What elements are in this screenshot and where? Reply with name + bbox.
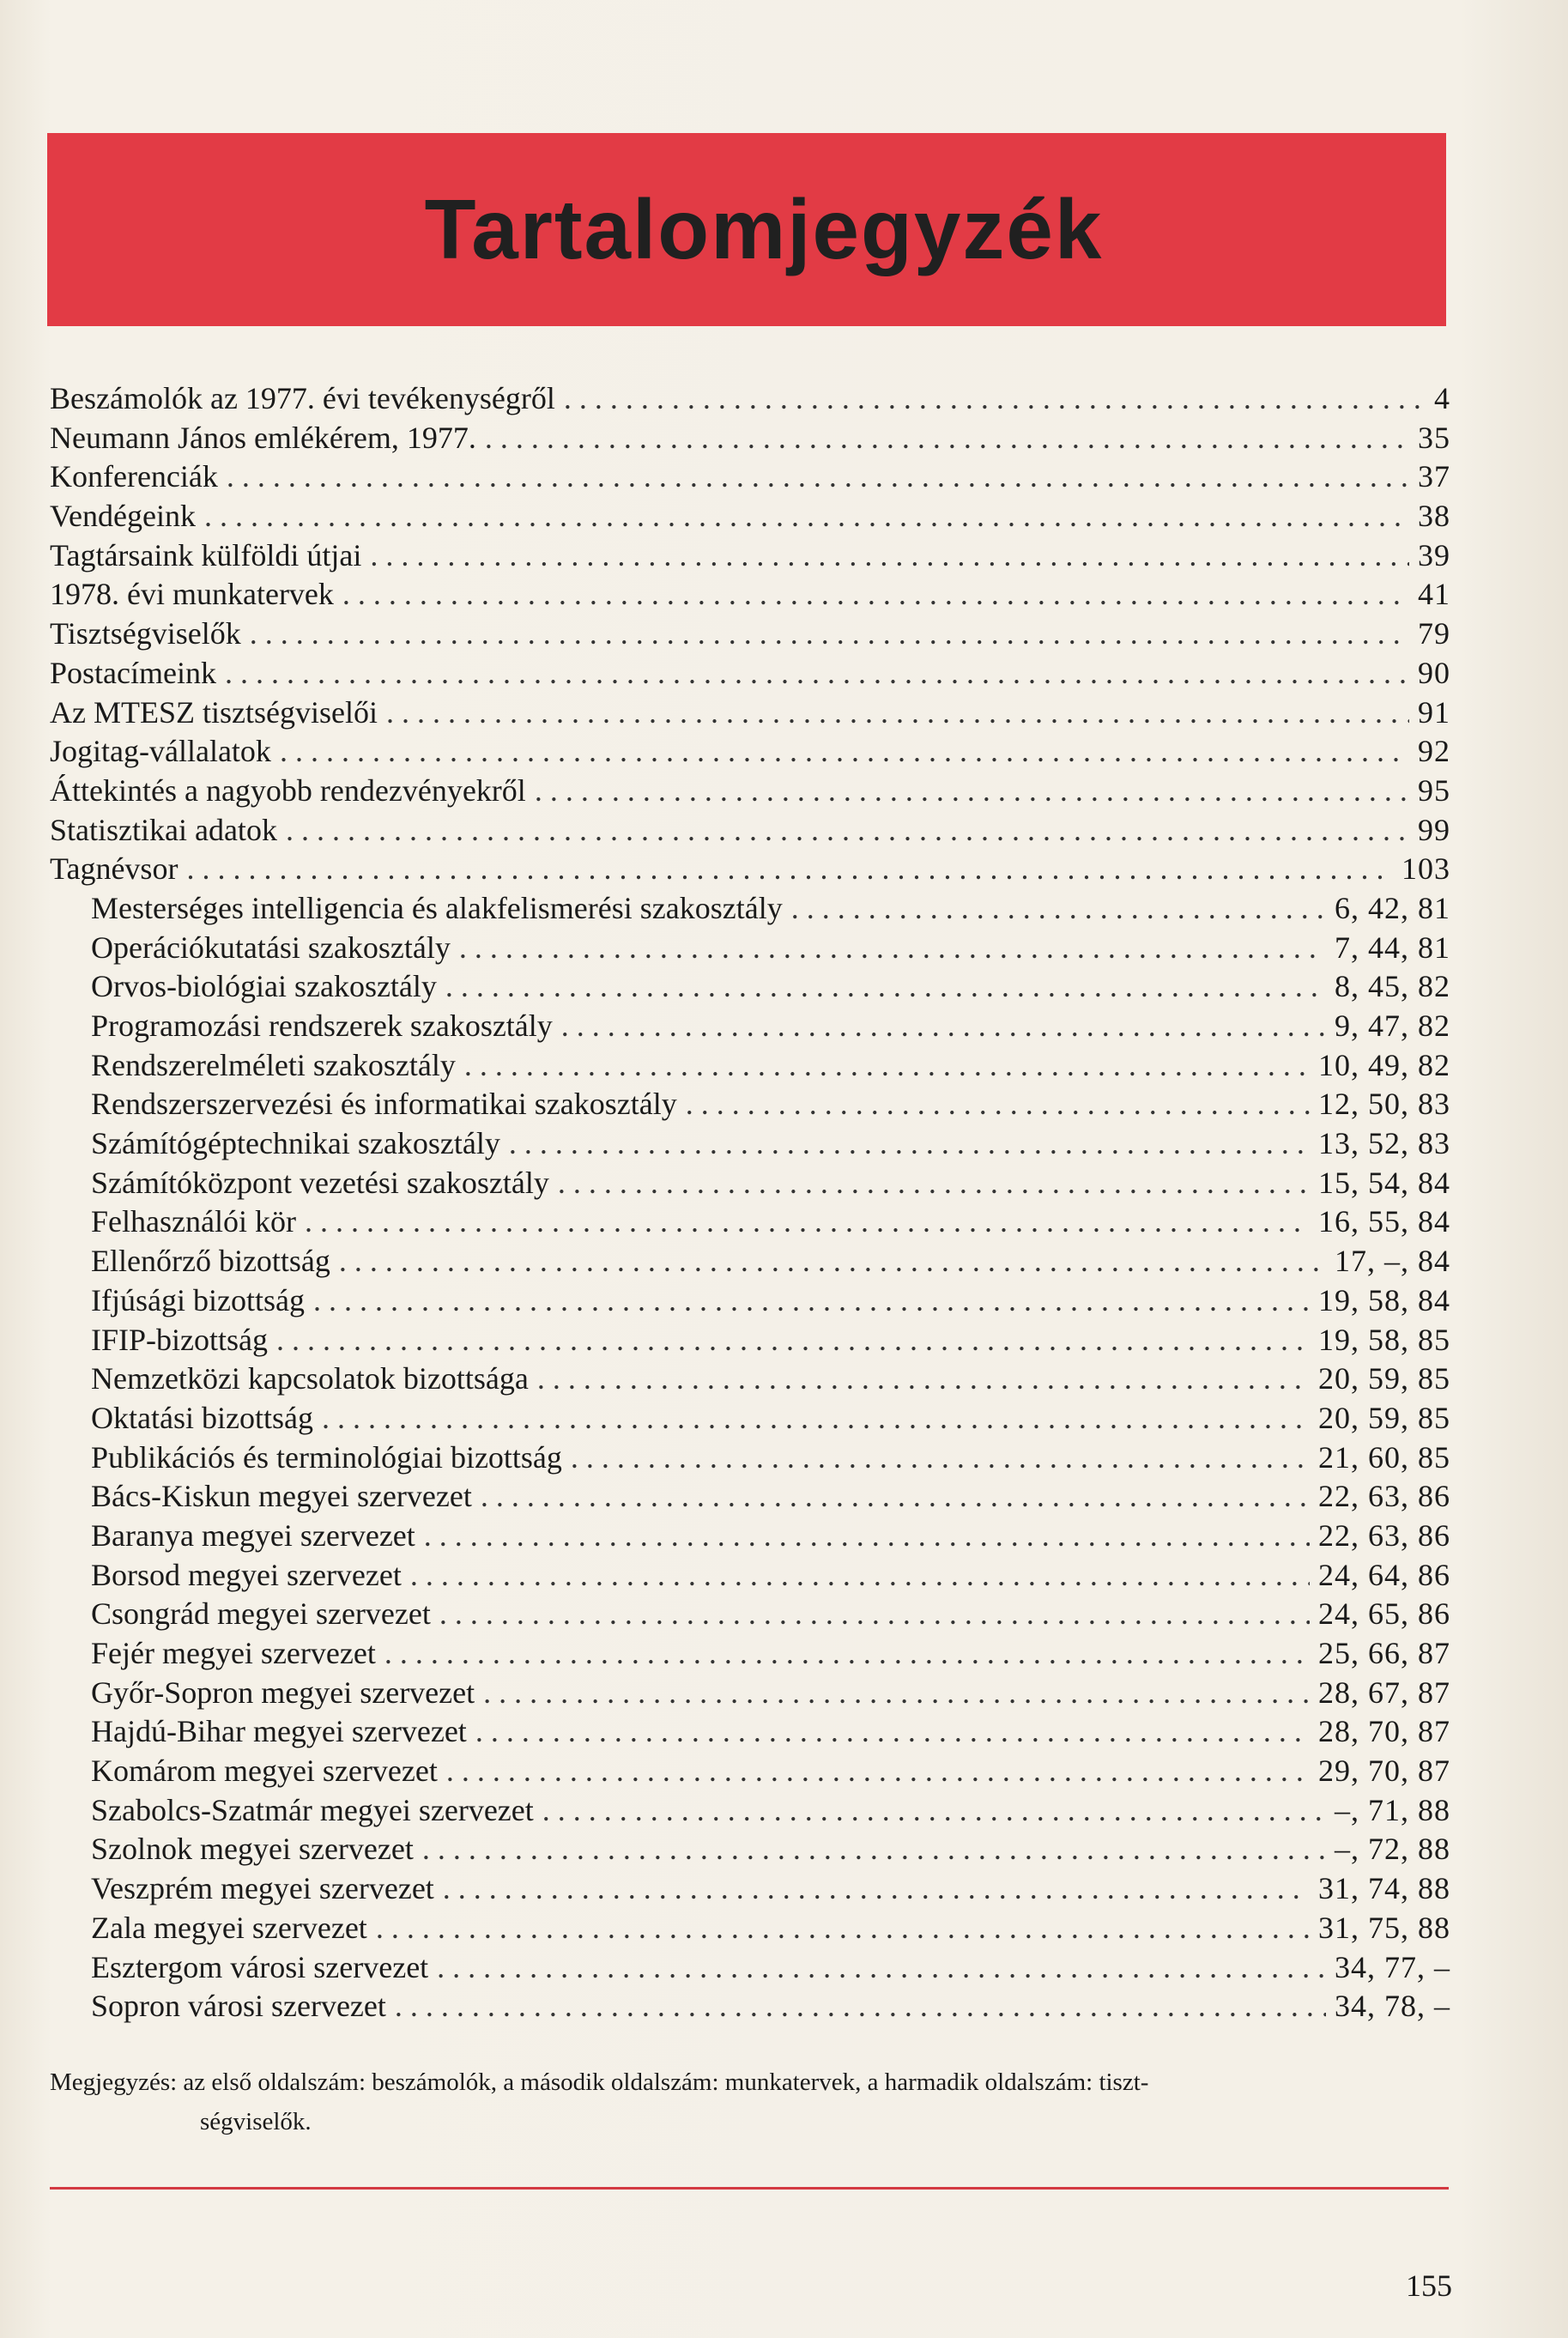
toc-subentry [50, 1202, 1450, 1242]
toc-entry-label: Győr-Sopron megyei szervezet [91, 1675, 475, 1710]
toc-entry-page: 28, 70, 87 [1318, 1714, 1450, 1749]
dot-leader [446, 1752, 1310, 1791]
dot-leader [250, 615, 1409, 654]
bottom-rule [50, 2187, 1449, 2190]
toc-entry-label: Nemzetközi kapcsolatok bizottsága [91, 1361, 529, 1396]
dot-leader [410, 1556, 1310, 1596]
toc-entry-label: Veszprém megyei szervezet [91, 1871, 434, 1906]
toc-subentry [50, 1712, 1450, 1752]
toc-entry-label: Az MTESZ tisztségviselői [50, 694, 378, 730]
dot-leader [204, 497, 1409, 536]
footnote [50, 2062, 1449, 2141]
toc-entry-label: Operációkutatási szakosztály [91, 930, 451, 965]
toc-entry-page: 24, 65, 86 [1318, 1596, 1450, 1632]
toc-entry [50, 419, 1450, 458]
dot-leader [537, 1360, 1310, 1399]
toc-entry-page: 6, 42, 81 [1335, 890, 1450, 925]
toc-entry-page: 95 [1418, 772, 1450, 808]
toc-entry [50, 379, 1450, 419]
toc-entry-label: Konferenciák [50, 459, 218, 494]
toc-subentry [50, 1634, 1450, 1674]
toc-entry [50, 457, 1450, 497]
toc-entry-label: Komárom megyei szervezet [91, 1754, 438, 1789]
toc-entry-page: 90 [1418, 655, 1450, 690]
toc-entry-page: –, 71, 88 [1335, 1792, 1450, 1827]
toc-subentry [50, 929, 1450, 968]
toc-entry-label: Fejér megyei szervezet [91, 1636, 376, 1670]
dot-leader [535, 772, 1409, 811]
toc-entry-page: 103 [1402, 851, 1450, 887]
toc-entry-page: 31, 75, 88 [1318, 1910, 1450, 1945]
toc-entry-label: Oktatási bizottság [91, 1400, 313, 1435]
footnote-line-2: ségviselők. [200, 2108, 312, 2135]
toc-entry-page: 12, 50, 83 [1318, 1087, 1450, 1122]
dot-leader [186, 850, 1393, 889]
toc-entry-label: Szolnok megyei szervezet [91, 1832, 414, 1867]
toc-entry-page: 41 [1418, 577, 1450, 612]
dot-leader [564, 379, 1426, 419]
dot-leader [225, 654, 1409, 694]
toc-entry-label: Esztergom városi szervezet [91, 1949, 429, 1984]
toc-entry-page: 19, 58, 85 [1318, 1322, 1450, 1357]
dot-leader [571, 1439, 1310, 1478]
toc-entry-page: 9, 47, 82 [1335, 1008, 1450, 1043]
dot-leader [483, 1674, 1310, 1713]
page-number: 155 [1406, 2268, 1452, 2303]
dot-leader [376, 1909, 1310, 1948]
dot-leader [386, 694, 1409, 733]
dot-leader [395, 1987, 1326, 2026]
toc-entry-label: Hajdú-Bihar megyei szervezet [91, 1714, 467, 1749]
dot-leader [286, 811, 1409, 851]
toc-entry-label: Ellenőrző bizottság [91, 1244, 330, 1279]
toc-entry-label: Zala megyei szervezet [91, 1910, 367, 1945]
dot-leader [542, 1791, 1326, 1831]
dot-leader [558, 1164, 1310, 1203]
toc-entry-label: Tagnévsor [50, 851, 179, 887]
toc-entry-page: 79 [1418, 616, 1450, 651]
title-banner [47, 133, 1446, 326]
toc-entry [50, 694, 1450, 733]
toc-subentry [50, 1321, 1450, 1360]
toc-entry-page: 20, 59, 85 [1318, 1400, 1450, 1435]
toc-entry-label: Számítógéptechnikai szakosztály [91, 1126, 500, 1161]
dot-leader [439, 1595, 1310, 1634]
dot-leader [280, 732, 1409, 772]
dot-leader [342, 575, 1409, 615]
toc-entry-page: 4 [1434, 381, 1450, 415]
toc-entry-label: Tagtársaink külföldi útjai [50, 537, 362, 572]
toc-subentry [50, 1830, 1450, 1869]
toc-entry-page: 19, 58, 84 [1318, 1282, 1450, 1317]
toc-entry-page: 7, 44, 81 [1335, 930, 1450, 965]
toc-subentry [50, 1517, 1450, 1556]
dot-leader [422, 1830, 1326, 1869]
dot-leader [384, 1634, 1310, 1674]
toc-entry-label: Baranya megyei szervezet [91, 1517, 415, 1553]
toc-entry-label: Postacímeink [50, 655, 216, 690]
toc-entry-page: 34, 77, – [1335, 1949, 1450, 1984]
toc-subentry [50, 1752, 1450, 1791]
toc-entry-page: 91 [1418, 694, 1450, 730]
toc-entry-label: Publikációs és terminológiai bizottság [91, 1439, 562, 1475]
page-title: Tartalomjegyzék [424, 182, 1104, 276]
dot-leader [464, 1046, 1310, 1086]
toc-entry [50, 536, 1450, 576]
toc-entry-label: Rendszerelméleti szakosztály [91, 1047, 456, 1082]
toc-entry-page: 13, 52, 83 [1318, 1126, 1450, 1161]
dot-leader [339, 1242, 1326, 1281]
toc-entry-label: Rendszerszervezési és informatikai szakosztály [91, 1087, 677, 1122]
toc-entry-page: 39 [1418, 537, 1450, 572]
dot-leader [445, 967, 1326, 1007]
toc-subentry [50, 1281, 1450, 1321]
toc-entry-label: Jogitag-vállalatok [50, 734, 271, 769]
toc-entry-label: Neumann János emlékérem, 1977. [50, 420, 476, 455]
toc-subentry [50, 1869, 1450, 1909]
dot-leader [485, 419, 1409, 458]
toc-entry-page: 29, 70, 87 [1318, 1754, 1450, 1789]
toc-entry-label: Ifjúsági bizottság [91, 1282, 305, 1317]
toc-entry [50, 850, 1450, 889]
toc-entry [50, 654, 1450, 694]
toc-subentry [50, 1242, 1450, 1281]
dot-leader [509, 1124, 1310, 1164]
toc-entry-page: 34, 78, – [1335, 1989, 1450, 2024]
dot-leader [443, 1869, 1310, 1909]
toc-entry-page: 20, 59, 85 [1318, 1361, 1450, 1396]
toc-entry-label: Orvos-biológiai szakosztály [91, 969, 437, 1004]
toc-subentry [50, 1909, 1450, 1948]
toc-entry-label: Áttekintés a nagyobb rendezvényekről [50, 772, 526, 808]
toc-entry-page: 22, 63, 86 [1318, 1517, 1450, 1553]
toc-entry-label: Borsod megyei szervezet [91, 1557, 402, 1592]
toc-entry-label: Mesterséges intelligencia és alakfelismerési szakosztály [91, 890, 783, 925]
dot-leader [276, 1321, 1310, 1360]
toc-subentry [50, 1948, 1450, 1988]
toc-entry-label: Szabolcs-Szatmár megyei szervezet [91, 1792, 534, 1827]
toc-entry [50, 615, 1450, 654]
toc-entry-label: Beszámolók az 1977. évi tevékenységről [50, 381, 555, 415]
toc-entry-page: 8, 45, 82 [1335, 969, 1450, 1004]
footnote-line-1: Megjegyzés: az első oldalszám: beszámolók, a második oldalszám: munkatervek, a harmadik oldalszám: tiszt- [50, 2068, 1149, 2096]
toc-entry-label: Felhasználói kör [91, 1204, 296, 1239]
toc-entry-label: Programozási rendszerek szakosztály [91, 1008, 553, 1043]
toc-entry-page: 37 [1418, 459, 1450, 494]
toc-subentry [50, 889, 1450, 929]
dot-leader [791, 889, 1326, 929]
dot-leader [370, 536, 1409, 576]
toc-subentry [50, 1791, 1450, 1831]
toc-subentry [50, 1360, 1450, 1399]
dot-leader [322, 1399, 1310, 1439]
toc-entry-label: Vendégeink [50, 499, 196, 534]
toc-entry-page: 25, 66, 87 [1318, 1636, 1450, 1670]
toc-entry-label: Bács-Kiskun megyei szervezet [91, 1479, 472, 1514]
toc-subentry [50, 1085, 1450, 1124]
dot-leader [686, 1085, 1310, 1124]
toc-entry-label: Statisztikai adatok [50, 812, 277, 847]
toc-entry-page: 35 [1418, 420, 1450, 455]
toc-entry [50, 811, 1450, 851]
toc-subentry [50, 1674, 1450, 1713]
toc-subentry [50, 1439, 1450, 1478]
toc-entry-page: 22, 63, 86 [1318, 1479, 1450, 1514]
toc-entry [50, 732, 1450, 772]
dot-leader [424, 1517, 1310, 1556]
toc-subentry [50, 1595, 1450, 1634]
toc-entry-label: 1978. évi munkatervek [50, 577, 334, 612]
toc-subentry [50, 1124, 1450, 1164]
toc-entry-page: 28, 67, 87 [1318, 1675, 1450, 1710]
toc-subentry [50, 1007, 1450, 1046]
toc-entry-page: 21, 60, 85 [1318, 1439, 1450, 1475]
dot-leader [313, 1281, 1310, 1321]
toc-entry-label: Tisztségviselők [50, 616, 241, 651]
toc-entry-page: 38 [1418, 499, 1450, 534]
toc-entry-page: 17, –, 84 [1335, 1244, 1450, 1279]
dot-leader [481, 1477, 1310, 1517]
toc-entry-page: 24, 64, 86 [1318, 1557, 1450, 1592]
toc-subentry [50, 1987, 1450, 2026]
toc-entry-page: –, 72, 88 [1335, 1832, 1450, 1867]
toc-entry-label: Számítóközpont vezetési szakosztály [91, 1165, 549, 1200]
dot-leader [561, 1007, 1326, 1046]
toc-entry-page: 92 [1418, 734, 1450, 769]
toc-subentry [50, 967, 1450, 1007]
toc-entry-page: 99 [1418, 812, 1450, 847]
toc-entry-page: 31, 74, 88 [1318, 1871, 1450, 1906]
toc-entry-page: 16, 55, 84 [1318, 1204, 1450, 1239]
dot-leader [305, 1202, 1310, 1242]
toc-subentry [50, 1046, 1450, 1086]
toc-entry-label: IFIP-bizottság [91, 1322, 268, 1357]
table-of-contents [50, 379, 1450, 2026]
dot-leader [475, 1712, 1310, 1752]
toc-entry-label: Csongrád megyei szervezet [91, 1596, 431, 1632]
toc-subentry [50, 1164, 1450, 1203]
dot-leader [459, 929, 1326, 968]
toc-entry-label: Sopron városi szervezet [91, 1989, 386, 2024]
toc-subentry [50, 1477, 1450, 1517]
toc-entry [50, 497, 1450, 536]
dot-leader [437, 1948, 1326, 1988]
toc-entry-page: 10, 49, 82 [1318, 1047, 1450, 1082]
toc-subentry [50, 1556, 1450, 1596]
dot-leader [227, 457, 1409, 497]
toc-entry-page: 15, 54, 84 [1318, 1165, 1450, 1200]
toc-subentry [50, 1399, 1450, 1439]
toc-entry [50, 772, 1450, 811]
toc-entry [50, 575, 1450, 615]
